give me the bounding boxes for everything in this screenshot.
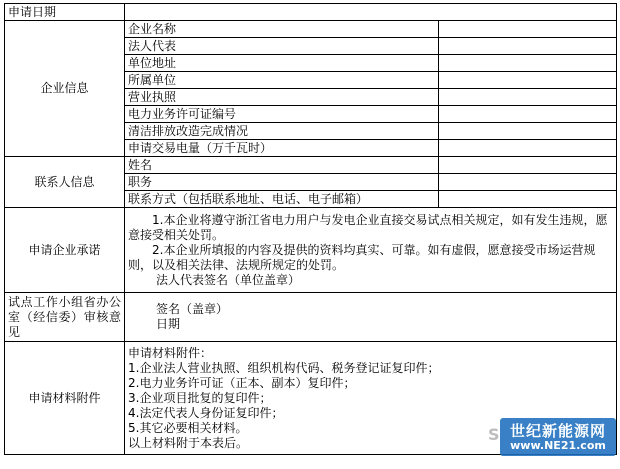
enterprise-row — [5, 21, 617, 38]
site-watermark — [488, 412, 616, 464]
apply-date-row — [5, 4, 617, 21]
field-label-contact-method: 联系方式（包括联系地址、电话、电子邮箱） — [125, 191, 439, 208]
review-label: 试点工作小组省办公室（经信委）审核意见 — [5, 293, 125, 342]
field-value-power-license-no[interactable] — [439, 106, 617, 123]
commitment-row — [5, 208, 617, 293]
review-date: 日期 — [156, 317, 181, 331]
attachment-item: 4.法定代表人身份证复印件； — [128, 405, 284, 420]
field-value-trade-volume[interactable] — [439, 140, 617, 157]
field-label-trade-volume: 申请交易电量（万千瓦时） — [125, 140, 439, 157]
apply-date-value[interactable] — [125, 4, 617, 21]
field-value-contact-method[interactable] — [439, 191, 617, 208]
review-signature: 签名（盖章） — [156, 302, 229, 316]
attachments-label: 申请材料附件 — [5, 342, 125, 455]
field-value-contact-name[interactable] — [439, 157, 617, 174]
field-label-address: 单位地址 — [125, 55, 439, 72]
field-value-parent-unit[interactable] — [439, 72, 617, 89]
contact-row — [5, 157, 617, 174]
field-value-address[interactable] — [439, 55, 617, 72]
enterprise-info-label: 企业信息 — [5, 21, 125, 157]
attachment-item: 2.电力业务许可证（正本、副本）复印件； — [128, 375, 356, 390]
field-label-legal-rep: 法人代表 — [125, 38, 439, 55]
field-value-company-name[interactable] — [439, 21, 617, 38]
contact-info-label: 联系人信息 — [5, 157, 125, 208]
commitment-text — [125, 208, 617, 293]
attachment-item: 1.企业法人营业执照、组织机构代码、税务登记证复印件； — [128, 360, 440, 375]
field-label-parent-unit: 所属单位 — [125, 72, 439, 89]
field-label-business-license: 营业执照 — [125, 89, 439, 106]
field-value-contact-title[interactable] — [439, 174, 617, 191]
watermark-badge — [500, 418, 616, 456]
apply-date-label: 申请日期 — [5, 4, 125, 21]
review-row — [5, 293, 617, 342]
field-label-clean-emission: 清洁排放改造完成情况 — [125, 123, 439, 140]
field-label-contact-name: 姓名 — [125, 157, 439, 174]
field-label-contact-title: 职务 — [125, 174, 439, 191]
attachment-item: 5.其它必要相关材料。 — [128, 420, 248, 435]
field-value-business-license[interactable] — [439, 89, 617, 106]
application-form — [4, 3, 617, 455]
watermark-prefix: S — [488, 425, 500, 444]
commitment-clause-2: 2.本企业所填报的内容及提供的资料均真实、可靠。如有虚假，愿意接受市场运营规则，以及相关法律、法规所规定的处罚。 — [128, 242, 596, 272]
commitment-label: 申请企业承诺 — [5, 208, 125, 293]
field-label-power-license-no: 电力业务许可证编号 — [125, 106, 439, 123]
field-value-clean-emission[interactable] — [439, 123, 617, 140]
attachment-item: 3.企业项目批复的复印件； — [128, 390, 272, 405]
watermark-title: 世纪新能源网 — [509, 422, 606, 440]
field-value-legal-rep[interactable] — [439, 38, 617, 55]
review-area[interactable] — [125, 293, 617, 342]
watermark-url: www.NE21.com — [510, 439, 606, 452]
commitment-signature: 法人代表签名（单位盖章） — [156, 272, 301, 287]
field-label-company-name: 企业名称 — [125, 21, 439, 38]
commitment-clause-1: 1.本企业将遵守浙江省电力用户与发电企业直接交易试点相关规定，如有发生违规，愿意接受相关处罚。 — [128, 212, 608, 242]
attachments-heading: 申请材料附件： — [128, 345, 213, 360]
attachments-note: 以上材料附于本表后。 — [128, 435, 249, 450]
